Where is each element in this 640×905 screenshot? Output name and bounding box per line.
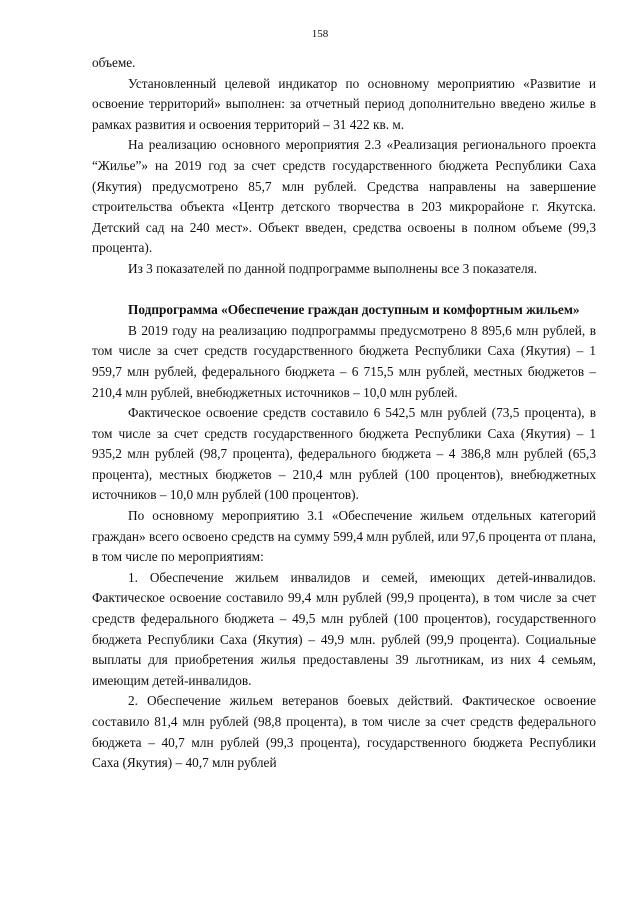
page-number: 158 xyxy=(311,28,329,40)
paragraph-indicators-summary: Из 3 показателей по данной подпрограмме выполнены все 3 показателя. xyxy=(128,260,538,276)
paragraph-target-indicator: Установленный целевой индикатор по основному мероприятию «Развитие и освоение территорий» выполнен: за отчетный период дополнительно введено жилье в рамках развития и освоения территорий – 31 422 кв. м. xyxy=(92,75,596,132)
subprogram-heading: Подпрограмма «Обеспечение граждан доступным и комфортным жильем» xyxy=(128,302,580,318)
paragraph-actual-spending: Фактическое освоение средств составило 6 542,5 млн рублей (73,5 процента), в том числе за счет средств государственного бюджета Республики Саха (Якутия) – 1 935,2 млн рублей (98,7 процента), федерального бюджета – 4 386,8 млн рублей (65,3 процента), местных бюджетов – 210,4 млн рублей (100 процентов), внебюджетных источников – 10,0 млн рублей (100 процентов). xyxy=(92,405,596,503)
paragraph-measure-3-1: По основному мероприятию 3.1 «Обеспечение жильем отдельных категорий граждан» всего освоено средств на сумму 599,4 млн рублей, или 97,6 процента от плана, в том числе по мероприятиям: xyxy=(92,508,596,565)
paragraph-disabled-housing: 1. Обеспечение жильем инвалидов и семей, имеющих детей-инвалидов. Фактическое освоение составило 99,4 млн рублей (99,9 процента), в том числе за счет средств федерального бюджета – 49,5 млн рублей (100 процентов), государственного бюджета Республики Саха (Якутия) – 49,9 млн. рублей (99,9 процента). Социальные выплаты для приобретения жилья предоставлены 39 льготникам, из них 4 семьям, имеющим детей-инвалидов. xyxy=(92,569,596,688)
paragraph-subprogram-funding: В 2019 году на реализацию подпрограммы предусмотрено 8 895,6 млн рублей, в том числе за счет средств государственного бюджета Республики Саха (Якутия) – 1 959,7 млн рублей, федерального бюджета – 6 715,5 млн рублей, местных бюджетов – 210,4 млн рублей, внебюджетных источников – 10,0 млн рублей. xyxy=(92,322,596,400)
document-body xyxy=(92,53,596,774)
paragraph-veterans-housing: 2. Обеспечение жильем ветеранов боевых действий. Фактическое освоение составило 81,4 млн рублей (98,8 процента), в том числе за счет средств федерального бюджета – 40,7 млн рублей (99,3 процента), государственного бюджета Республики Саха (Якутия) – 40,7 млн рублей xyxy=(92,693,596,771)
paragraph-regional-project: На реализацию основного мероприятия 2.3 «Реализация регионального проекта “Жилье”» на 2019 год за счет средств государственного бюджета Республики Саха (Якутия) предусмотрено 85,7 млн рублей. Средства направлены на завершение строительства объекта «Центр детского творчества в 203 микрорайоне г. Якутска. Детский сад на 240 мест». Объект введен, средства освоены в полном объеме (99,3 процента). xyxy=(92,137,596,256)
paragraph-continuation: объеме. xyxy=(92,55,136,70)
